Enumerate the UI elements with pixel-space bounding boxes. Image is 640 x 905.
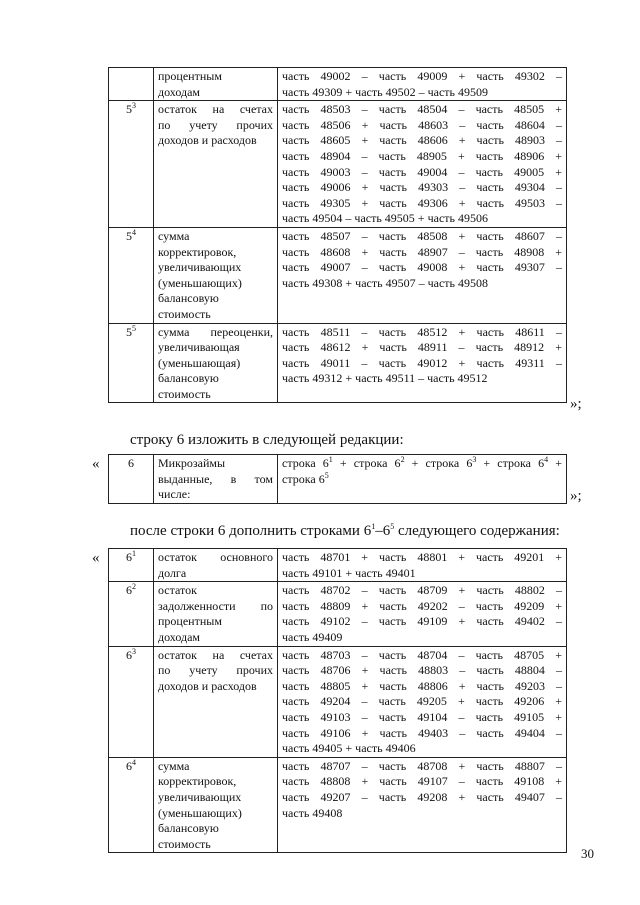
table-continuation [108,67,567,403]
row-label: остаток на счетах по учету прочих доходов и расходов [154,646,278,757]
table1-body [109,68,567,403]
row-number: $6^2$ [109,582,154,646]
table-row [109,549,567,582]
row-formula: часть 48703 – часть 48704 – часть 48705 + часть 48706 + часть 48803 – часть 48804 – часть 48805 + часть 48806 + часть 49203 – часть 49204 – часть 49205 + часть 49206 + часть 49103 – часть 49104 – часть 49105 + часть 49106 + часть 49403 – часть 49404 – часть 49405 + часть 49406 [278,646,567,757]
table-row [109,101,567,228]
table-row [109,582,567,646]
row-formula: часть 48511 – часть 48512 + часть 48611 – часть 48612 + часть 48911 – часть 48912 + часть 49011 – часть 49012 + часть 49311 – часть 49312 + часть 49511 – часть 49512 [278,323,567,403]
row-label: сумма корректировок, увеличивающих (уменьшающих) балансовую стоимость [154,757,278,853]
row-formula: часть 48702 – часть 48709 + часть 48802 – часть 48809 + часть 49202 – часть 49209 + часть 49102 – часть 49109 + часть 49402 – часть 49409 [278,582,567,646]
table-row [109,646,567,757]
table-row [109,227,567,323]
row-label: Микрозаймы выданные, в том числе: [154,455,278,504]
row-formula: строка $6^1$ + строка $6^2$ + строка $6^3$ + строка $6^4$ + строка $6^5$ [278,455,567,504]
row-number: $6^1$ [109,549,154,582]
instruction-heading-row6: строку 6 изложить в следующей редакции: [130,432,404,448]
row-formula: часть 48507 – часть 48508 + часть 48607 – часть 48608 + часть 48907 – часть 48908 + часть 49007 – часть 49008 + часть 49307 – часть 49308 + часть 49507 – часть 49508 [278,227,567,323]
row-formula: часть 48503 – часть 48504 – часть 48505 + часть 48506 + часть 48603 – часть 48604 – часть 48605 + часть 48606 + часть 48903 – часть 48904 – часть 48905 + часть 48906 + часть 49003 – часть 49004 – часть 49005 + часть 49006 + часть 49303 – часть 49304 – часть 49305 + часть 49306 + часть 49503 – часть 49504 – часть 49505 + часть 49506 [278,101,567,228]
table2-open-quote: « [92,456,100,472]
table-row [109,68,567,101]
table-row [109,757,567,853]
row-label: процентным доходам [154,68,278,101]
row-formula: часть 48707 – часть 48708 + часть 48807 – часть 48808 + часть 49107 – часть 49108 + часть 49207 – часть 49208 + часть 49407 – часть 49408 [278,757,567,853]
row-number: $5^4$ [109,227,154,323]
table3-open-quote: « [92,550,100,566]
table-new-rows [108,548,567,853]
row-number [109,68,154,101]
row-formula: часть 48701 + часть 48801 + часть 49201 + часть 49101 + часть 49401 [278,549,567,582]
table-row [109,323,567,403]
row-number: $5^3$ [109,101,154,228]
row-number: $6^4$ [109,757,154,853]
instruction-heading-add-rows: после строки 6 дополнить строками $6^1-6^5$ следующего содержания: [130,522,560,539]
row-formula: часть 49002 – часть 49009 + часть 49302 – часть 49309 + часть 49502 – часть 49509 [278,68,567,101]
row-label: остаток основного долга [154,549,278,582]
table2-close-quote: »; [570,488,582,504]
row-label: сумма переоценки, увеличивающая (уменьшающая) балансовую стоимость [154,323,278,403]
page-number: 30 [581,846,594,861]
table1-close-quote: »; [570,396,582,412]
row-number: $6^3$ [109,646,154,757]
table-row [109,455,567,504]
table-row6 [108,454,567,504]
table3-body [109,549,567,853]
row-number: 6 [109,455,154,504]
row-label: остаток задолженности по процентным доходам [154,582,278,646]
row-number: $5^5$ [109,323,154,403]
row-label: остаток на счетах по учету прочих доходов и расходов [154,101,278,228]
row-label: сумма корректировок, увеличивающих (уменьшающих) балансовую стоимость [154,227,278,323]
